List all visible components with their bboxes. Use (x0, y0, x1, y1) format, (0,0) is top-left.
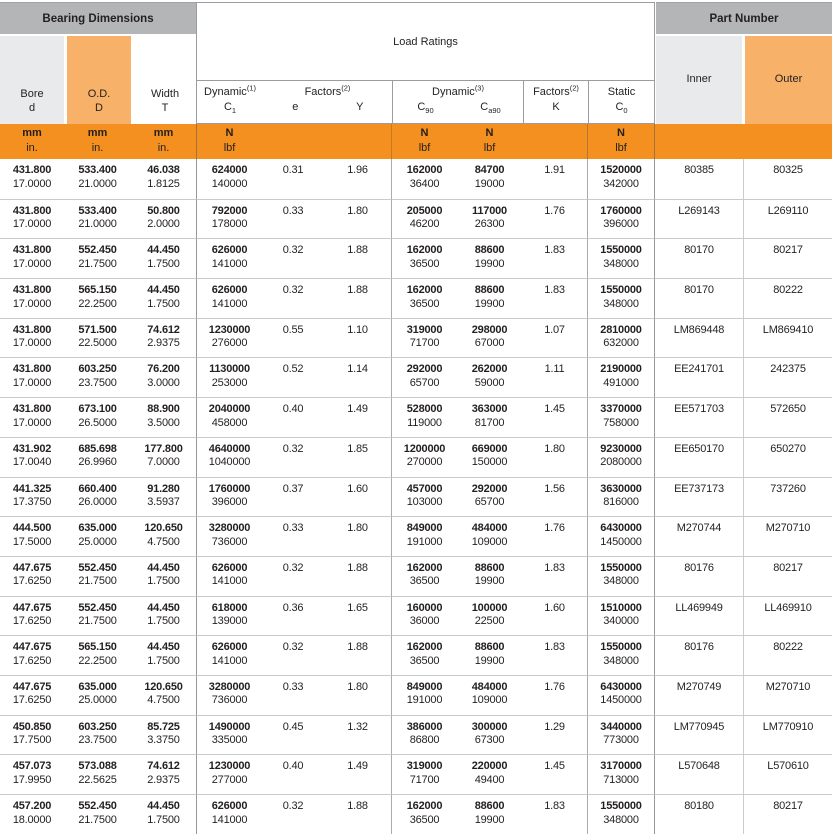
cell-outer: 80222 (743, 278, 832, 318)
cell-ca90: 84700 19000 (474, 164, 505, 190)
cell-c1: 1230000 277000 (196, 754, 262, 794)
y-symbol: Y (356, 101, 364, 113)
cell-e: 0.31 (282, 164, 304, 176)
cell-outer: M270710 (743, 675, 832, 715)
cell-ca90: 88600 19900 (457, 556, 522, 596)
cell-k: 1.83 (522, 278, 587, 318)
cell-c0: 1550000 348000 (587, 238, 654, 278)
bore-label: Bore (20, 88, 44, 100)
cell-ca90: 88600 19900 (457, 278, 522, 318)
cell-c90: 162000 36500 (391, 794, 457, 834)
cell-ca90: 363000 81700 (457, 397, 522, 437)
cell-c1: 2040000 458000 (196, 397, 262, 437)
cell-outer: 572650 (743, 397, 832, 437)
cell-k: 1.76 (522, 675, 587, 715)
cell-c1: 3280000 736000 (196, 675, 262, 715)
cell-e: 0.33 (262, 675, 324, 715)
cell-outer: 242375 (743, 357, 832, 397)
cell-c1: 626000 141000 (196, 556, 262, 596)
cell-bore: 431.800 17.0000 (0, 238, 64, 278)
cell-width: 88.900 3.5000 (131, 397, 196, 437)
factors-ey-label: Factors$^{(2)}$ (304, 83, 351, 98)
cell-bore: 447.675 17.6250 (0, 635, 64, 675)
cell-inner: M270744 (654, 516, 743, 556)
group-dynamic-90 (392, 81, 523, 123)
cell-e: 0.37 (262, 477, 324, 517)
cell-width: 44.450 1.7500 (131, 635, 196, 675)
cell-outer: 80325 (743, 159, 832, 199)
units-cell: N lbf (587, 124, 654, 159)
cell-c1: 618000 139000 (196, 596, 262, 636)
column-header-width (134, 36, 196, 124)
cell-inner: LM869448 (654, 318, 743, 358)
column-header-bore (0, 36, 64, 124)
cell-c0: 2190000 491000 (587, 357, 654, 397)
cell-ca90: 300000 67300 (457, 715, 522, 755)
cell-c0: 3630000 816000 (587, 477, 654, 517)
units-cell: mm in. (87, 127, 108, 154)
cell-bore: 431.800 17.0000 (0, 397, 64, 437)
cell-width: 177.800 7.0000 (131, 437, 196, 477)
cell-width: 44.450 1.7500 (131, 596, 196, 636)
cell-y: 1.32 (324, 715, 391, 755)
units-cell: N lbf (196, 124, 262, 159)
od-symbol: D (95, 101, 103, 114)
cell-bore: 431.800 17.0000 (0, 318, 64, 358)
load-ratings-title: Load Ratings (393, 35, 458, 48)
cell-inner: L570648 (654, 754, 743, 794)
cell-width: 44.450 1.7500 (131, 556, 196, 596)
cell-inner: LM770945 (654, 715, 743, 755)
cell-od: 603.250 23.7500 (64, 715, 131, 755)
cell-ca90: 88600 19900 (457, 635, 522, 675)
cell-c0: 1550000 348000 (587, 278, 654, 318)
cell-od: 685.698 26.9960 (64, 437, 131, 477)
cell-width: 91.280 3.5937 (131, 477, 196, 517)
od-label: O.D. (87, 88, 111, 100)
cell-inner: EE571703 (654, 397, 743, 437)
column-header-inner (656, 36, 742, 124)
cell-y: 1.88 (324, 635, 391, 675)
dynamic3-label: Dynamic$^{(3)}$ (432, 83, 484, 98)
cell-od: 673.100 26.5000 (64, 397, 131, 437)
cell-width: 76.200 3.0000 (131, 357, 196, 397)
cell-k: 1.83 (522, 635, 587, 675)
cell-od: 660.400 26.0000 (64, 477, 131, 517)
cell-k: 1.11 (522, 357, 587, 397)
cell-bore: 431.800 17.0000 (12, 164, 52, 190)
cell-y: 1.49 (324, 754, 391, 794)
cell-c90: 319000 71700 (391, 318, 457, 358)
cell-c0: 1760000 396000 (587, 199, 654, 239)
units-cell-empty (324, 124, 391, 159)
cell-c90: 319000 71700 (391, 754, 457, 794)
e-symbol: e (292, 101, 299, 113)
cell-c0: 1550000 348000 (587, 635, 654, 675)
cell-c90: 162000 36400 (391, 159, 457, 199)
cell-y: 1.49 (324, 397, 391, 437)
units-cell-empty (262, 124, 324, 159)
ca90-symbol: $C_{a90}$ (480, 101, 501, 116)
cell-k: 1.91 (544, 164, 565, 176)
cell-od: 533.400 21.0000 (78, 164, 117, 190)
cell-k: 1.76 (522, 516, 587, 556)
cell-k: 1.83 (522, 556, 587, 596)
cell-y: 1.80 (324, 675, 391, 715)
cell-od: 635.000 25.0000 (64, 675, 131, 715)
cell-inner: 80170 (654, 278, 743, 318)
cell-inner: EE650170 (654, 437, 743, 477)
column-header-outer (745, 36, 832, 124)
units-cell: N lbf (483, 127, 496, 154)
cell-e: 0.32 (262, 635, 324, 675)
cell-bore: 447.675 17.6250 (0, 675, 64, 715)
cell-c0: 1550000 348000 (587, 556, 654, 596)
cell-od: 565.150 22.2500 (64, 635, 131, 675)
cell-k: 1.60 (522, 596, 587, 636)
cell-k: 1.80 (522, 437, 587, 477)
cell-outer: LL469910 (743, 596, 832, 636)
cell-e: 0.36 (262, 596, 324, 636)
cell-c1: 626000 141000 (196, 635, 262, 675)
cell-od: 573.088 22.5625 (64, 754, 131, 794)
cell-c90: 162000 36500 (391, 635, 457, 675)
units-cell-empty (743, 124, 832, 159)
cell-c1: 1230000 276000 (196, 318, 262, 358)
cell-od: 552.450 21.7500 (64, 794, 131, 834)
cell-outer: 80217 (743, 238, 832, 278)
data-grid (0, 159, 832, 834)
cell-k: 1.45 (522, 754, 587, 794)
cell-k: 1.83 (522, 794, 587, 834)
c0-symbol: $C_0$ (615, 101, 628, 116)
cell-y: 1.65 (324, 596, 391, 636)
cell-y: 1.80 (324, 516, 391, 556)
cell-y: 1.88 (324, 238, 391, 278)
cell-y: 1.80 (324, 199, 391, 239)
units-cell: N lbf (391, 124, 457, 159)
cell-ca90: 88600 19900 (457, 238, 522, 278)
cell-e: 0.32 (262, 437, 324, 477)
cell-bore: 457.200 18.0000 (0, 794, 64, 834)
cell-e: 0.32 (262, 238, 324, 278)
cell-bore: 431.800 17.0000 (0, 357, 64, 397)
cell-ca90: 484000 109000 (457, 675, 522, 715)
cell-y: 1.88 (324, 278, 391, 318)
cell-c1: 1760000 396000 (196, 477, 262, 517)
column-header-od (67, 36, 131, 124)
cell-y: 1.85 (324, 437, 391, 477)
cell-inner: M270749 (654, 675, 743, 715)
c1-symbol: $C_1$ (223, 101, 237, 116)
cell-bore: 447.675 17.6250 (0, 556, 64, 596)
cell-c1: 4640000 1040000 (196, 437, 262, 477)
group-factors-k (523, 81, 588, 123)
cell-c90: 1200000 270000 (391, 437, 457, 477)
cell-e: 0.40 (262, 754, 324, 794)
group-dynamic-single (197, 81, 263, 123)
cell-width: 50.800 2.0000 (131, 199, 196, 239)
bearing-dimensions-band (0, 2, 196, 34)
cell-od: 552.450 21.7500 (64, 238, 131, 278)
width-label: Width (150, 88, 180, 100)
cell-k: 1.29 (522, 715, 587, 755)
cell-c90: 849000 191000 (391, 675, 457, 715)
cell-c1: 1490000 335000 (196, 715, 262, 755)
cell-od: 552.450 21.7500 (64, 556, 131, 596)
cell-width: 46.038 1.8125 (147, 164, 180, 190)
cell-outer: 80222 (743, 635, 832, 675)
cell-k: 1.76 (522, 199, 587, 239)
static-label: Static (607, 86, 636, 98)
cell-c90: 160000 36000 (391, 596, 457, 636)
cell-c1: 792000 178000 (196, 199, 262, 239)
outer-label: Outer (774, 73, 803, 86)
cell-c0: 6430000 1450000 (587, 675, 654, 715)
cell-y: 1.60 (324, 477, 391, 517)
cell-e: 0.32 (262, 278, 324, 318)
part-number-title: Part Number (709, 12, 779, 25)
cell-width: 74.612 2.9375 (131, 754, 196, 794)
cell-c90: 162000 36500 (391, 238, 457, 278)
cell-ca90: 100000 22500 (457, 596, 522, 636)
load-ratings-section (196, 2, 655, 124)
cell-k: 1.56 (522, 477, 587, 517)
bore-symbol: d (28, 101, 36, 114)
cell-inner: LL469949 (654, 596, 743, 636)
cell-inner: 80385 (654, 159, 743, 199)
cell-e: 0.32 (262, 794, 324, 834)
group-factors-ey (263, 81, 392, 123)
cell-width: 85.725 3.3750 (131, 715, 196, 755)
cell-k: 1.83 (522, 238, 587, 278)
cell-c90: 292000 65700 (391, 357, 457, 397)
cell-c1: 626000 141000 (196, 794, 262, 834)
cell-y: 1.96 (347, 164, 368, 176)
cell-e: 0.33 (262, 199, 324, 239)
cell-width: 120.650 4.7500 (131, 675, 196, 715)
width-symbol: T (161, 101, 169, 114)
cell-width: 74.612 2.9375 (131, 318, 196, 358)
units-cell: mm in. (22, 127, 42, 154)
cell-outer: L570610 (743, 754, 832, 794)
cell-bore: 431.902 17.0040 (0, 437, 64, 477)
cell-c0: 1520000 342000 (587, 159, 654, 199)
cell-c1: 624000 140000 (196, 159, 262, 199)
cell-y: 1.88 (324, 794, 391, 834)
dynamic1-label: Dynamic$^{(1)}$ (204, 83, 256, 98)
cell-ca90: 292000 65700 (457, 477, 522, 517)
cell-ca90: 669000 150000 (457, 437, 522, 477)
cell-c0: 1510000 340000 (587, 596, 654, 636)
units-cell: mm in. (153, 127, 174, 154)
cell-c90: 457000 103000 (391, 477, 457, 517)
cell-c0: 1550000 348000 (587, 794, 654, 834)
cell-bore: 447.675 17.6250 (0, 596, 64, 636)
cell-e: 0.32 (262, 556, 324, 596)
cell-bore: 431.800 17.0000 (0, 199, 64, 239)
cell-bore: 431.800 17.0000 (0, 278, 64, 318)
cell-k: 1.07 (522, 318, 587, 358)
cell-c0: 3170000 713000 (587, 754, 654, 794)
cell-c0: 3440000 773000 (587, 715, 654, 755)
cell-ca90: 117000 26300 (457, 199, 522, 239)
cell-outer: L269110 (743, 199, 832, 239)
cell-outer: 737260 (743, 477, 832, 517)
cell-c90: 849000 191000 (391, 516, 457, 556)
cell-c0: 3370000 758000 (587, 397, 654, 437)
cell-c0: 9230000 2080000 (587, 437, 654, 477)
cell-inner: EE241701 (654, 357, 743, 397)
cell-y: 1.88 (324, 556, 391, 596)
cell-e: 0.52 (262, 357, 324, 397)
cell-od: 533.400 21.0000 (64, 199, 131, 239)
factors-k-label: Factors$^{(2)}$ (533, 83, 579, 98)
cell-inner: 80176 (654, 635, 743, 675)
cell-inner: EE737173 (654, 477, 743, 517)
cell-inner: 80170 (654, 238, 743, 278)
cell-c90: 386000 86800 (391, 715, 457, 755)
cell-y: 1.14 (324, 357, 391, 397)
cell-ca90: 262000 59000 (457, 357, 522, 397)
cell-y: 1.10 (324, 318, 391, 358)
cell-e: 0.55 (262, 318, 324, 358)
cell-c0: 6430000 1450000 (587, 516, 654, 556)
cell-bore: 441.325 17.3750 (0, 477, 64, 517)
part-number-band (656, 2, 832, 34)
cell-outer: LM770910 (743, 715, 832, 755)
cell-k: 1.45 (522, 397, 587, 437)
cell-bore: 450.850 17.7500 (0, 715, 64, 755)
cell-e: 0.45 (262, 715, 324, 755)
cell-od: 635.000 25.0000 (64, 516, 131, 556)
cell-od: 603.250 23.7500 (64, 357, 131, 397)
cell-outer: LM869410 (743, 318, 832, 358)
cell-c0: 2810000 632000 (587, 318, 654, 358)
inner-label: Inner (686, 73, 712, 86)
cell-c1: 3280000 736000 (196, 516, 262, 556)
cell-c90: 162000 36500 (391, 556, 457, 596)
cell-od: 552.450 21.7500 (64, 596, 131, 636)
cell-outer: 80217 (743, 794, 832, 834)
cell-e: 0.40 (262, 397, 324, 437)
cell-width: 44.450 1.7500 (131, 238, 196, 278)
units-cell-empty (654, 124, 743, 159)
cell-inner: 80180 (654, 794, 743, 834)
cell-od: 565.150 22.2500 (64, 278, 131, 318)
c90-symbol: $C_{90}$ (417, 101, 434, 116)
group-static (588, 81, 654, 123)
bearing-dimensions-title: Bearing Dimensions (42, 12, 154, 25)
cell-ca90: 298000 67000 (457, 318, 522, 358)
cell-inner: L269143 (654, 199, 743, 239)
cell-width: 44.450 1.7500 (131, 278, 196, 318)
cell-c1: 626000 141000 (196, 278, 262, 318)
cell-e: 0.33 (262, 516, 324, 556)
cell-inner: 80176 (654, 556, 743, 596)
units-band (0, 124, 832, 159)
cell-c90: 528000 119000 (391, 397, 457, 437)
cell-outer: 650270 (743, 437, 832, 477)
cell-width: 120.650 4.7500 (131, 516, 196, 556)
cell-outer: 80217 (743, 556, 832, 596)
cell-c90: 162000 36500 (391, 278, 457, 318)
units-cell-empty (522, 124, 587, 159)
cell-c1: 626000 141000 (196, 238, 262, 278)
cell-od: 571.500 22.5000 (64, 318, 131, 358)
cell-ca90: 220000 49400 (457, 754, 522, 794)
cell-ca90: 88600 19900 (457, 794, 522, 834)
cell-bore: 457.073 17.9950 (0, 754, 64, 794)
k-symbol: K (552, 101, 560, 113)
cell-width: 44.450 1.7500 (131, 794, 196, 834)
cell-outer: M270710 (743, 516, 832, 556)
load-ratings-subheader (197, 80, 654, 123)
cell-c90: 205000 46200 (391, 199, 457, 239)
cell-ca90: 484000 109000 (457, 516, 522, 556)
cell-c1: 1130000 253000 (196, 357, 262, 397)
cell-bore: 444.500 17.5000 (0, 516, 64, 556)
